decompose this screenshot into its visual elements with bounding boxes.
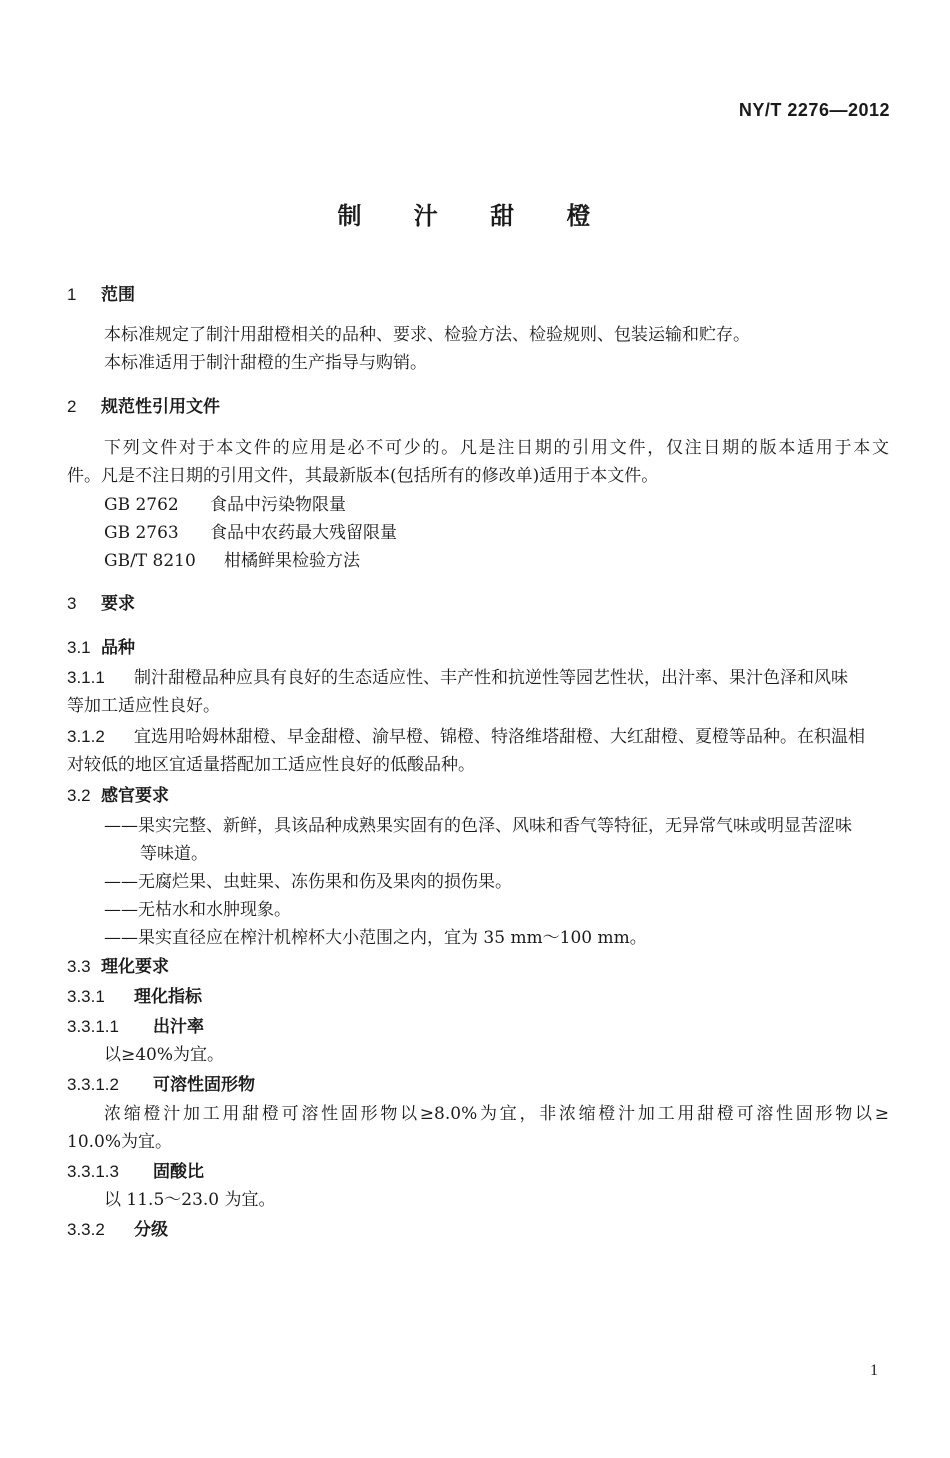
clause-3-3-1-1-heading [67,1016,204,1038]
clause-title: 理化指标 [134,987,202,1007]
clause-title: 可溶性固形物 [153,1075,255,1095]
list-item: ——果实直径应在榨汁机榨杯大小范围之内，宜为 35 mm～100 mm。 [104,928,647,948]
reference-name: 食品中污染物限量 [210,495,346,515]
section-number: 1 [67,285,77,304]
clause-3-1-1 [67,667,848,689]
clause-title: 固酸比 [153,1162,204,1182]
reference-code: GB 2762 [104,495,179,515]
subsection-title: 感官要求 [101,786,169,806]
clause-continuation: 对较低的地区宜适量搭配加工适应性良好的低酸品种。 [67,755,475,775]
section-2-heading [67,396,220,418]
clause-text: 以 11.5～23.0 为宜。 [104,1190,276,1210]
reference-name: 柑橘鲜果检验方法 [224,551,360,571]
subsection-number: 3.2 [67,786,91,805]
subsection-3-3-heading [67,956,169,978]
clause-continuation: 等加工适应性良好。 [67,696,220,716]
clause-number: 3.3.1.2 [67,1075,119,1094]
clause-title: 出汁率 [153,1017,204,1037]
document-title: 制 汁 甜 橙 [337,202,613,230]
section-3-heading [67,593,135,615]
paragraph: 本标准适用于制汁甜橙的生产指导与购销。 [104,353,427,373]
subsection-number: 3.3.2 [67,1220,105,1239]
reference-item [104,522,397,544]
clause-text: 制汁甜橙品种应具有良好的生态适应性、丰产性和抗逆性等园艺性状，出汁率、果汁色泽和风味 [134,668,848,688]
subsection-title: 品种 [101,638,135,658]
clause-3-1-2 [67,726,865,748]
section-number: 3 [67,594,77,613]
section-title: 要求 [101,594,135,614]
subsection-number: 3.3 [67,957,91,976]
paragraph-continuation: 件。凡是不注日期的引用文件，其最新版本(包括所有的修改单)适用于本文件。 [67,466,659,486]
reference-item [104,494,346,516]
subsection-3-3-2-heading [67,1219,168,1241]
section-title: 范围 [101,285,135,305]
section-title: 规范性引用文件 [101,397,220,417]
clause-3-3-1-heading [67,986,202,1008]
reference-code: GB/T 8210 [104,551,196,571]
clause-number: 3.3.1.1 [67,1017,119,1036]
reference-name: 食品中农药最大残留限量 [210,523,397,543]
clause-text: 宜选用哈姆林甜橙、早金甜橙、渝早橙、锦橙、特洛维塔甜橙、大红甜橙、夏橙等品种。在积温相 [134,727,865,747]
section-1-heading [67,284,135,306]
list-item: ——无枯水和水肿现象。 [104,900,291,920]
clause-number: 3.1.2 [67,727,105,746]
clause-3-3-1-2-heading [67,1074,255,1096]
clause-number: 3.1.1 [67,668,105,687]
clause-number: 3.3.1.3 [67,1162,119,1181]
list-item: ——无腐烂果、虫蛀果、冻伤果和伤及果肉的损伤果。 [104,872,512,892]
clause-number: 3.3.1 [67,987,105,1006]
clause-text: 浓缩橙汁加工用甜橙可溶性固形物以≥8.0%为宜，非浓缩橙汁加工用甜橙可溶性固形物以≥ [104,1104,889,1124]
standard-number: NY/T 2276—2012 [738,100,890,120]
paragraph: 下列文件对于本文件的应用是必不可少的。凡是注日期的引用文件，仅注日期的版本适用于本文 [104,438,889,458]
list-item-continuation: 等味道。 [140,844,208,864]
clause-continuation: 10.0%为宜。 [67,1132,173,1152]
subsection-title: 理化要求 [101,957,169,977]
page-number: 1 [870,1362,878,1379]
subsection-title: 分级 [134,1220,168,1240]
reference-code: GB 2763 [104,523,179,543]
subsection-3-2-heading [67,785,169,807]
clause-3-3-1-3-heading [67,1161,204,1183]
reference-item [104,550,360,572]
subsection-number: 3.1 [67,638,91,657]
section-number: 2 [67,397,77,416]
clause-text: 以≥40%为宜。 [104,1045,225,1065]
list-item: ——果实完整、新鲜，具该品种成熟果实固有的色泽、风味和香气等特征，无异常气味或明显苦涩味 [104,816,852,836]
subsection-3-1-heading [67,637,135,659]
paragraph: 本标准规定了制汁用甜橙相关的品种、要求、检验方法、检验规则、包装运输和贮存。 [104,325,750,345]
